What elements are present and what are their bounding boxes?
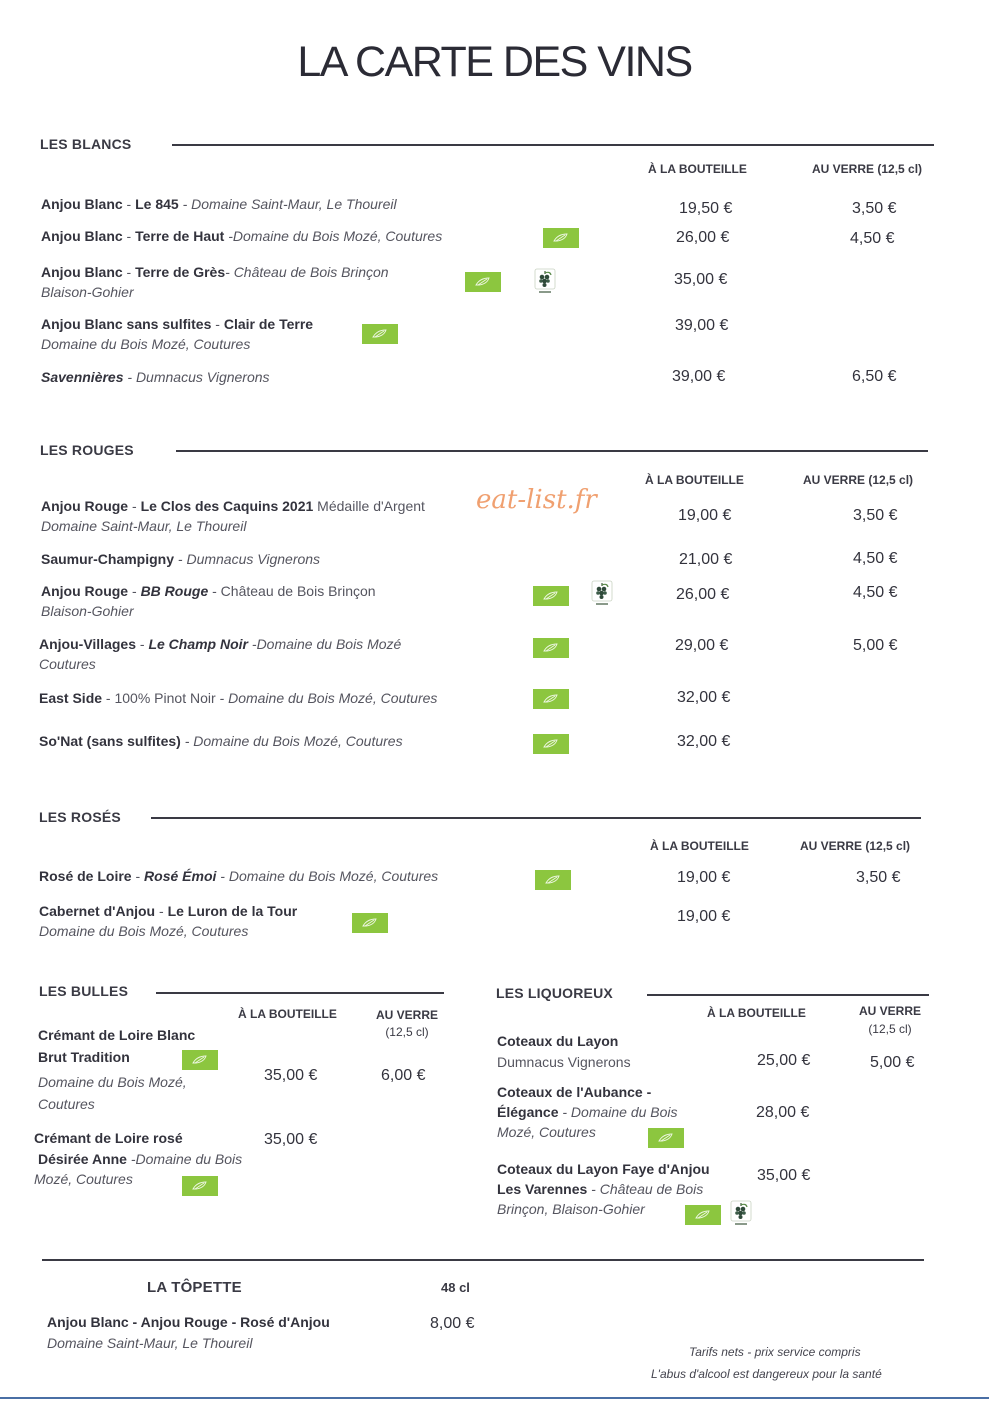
price-bottle: 19,00 € <box>678 507 732 524</box>
wine-cuvee: Les Varennes - Château de Bois <box>497 1181 704 1197</box>
divider <box>42 1259 924 1261</box>
price-bottle: 26,00 € <box>676 229 730 246</box>
price-glass: 3,50 € <box>852 200 897 217</box>
price-glass: 6,50 € <box>852 368 897 385</box>
column-header-bottle: À LA BOUTEILLE <box>707 1006 806 1020</box>
page-bottom-border <box>0 1397 989 1399</box>
wine-producer: Blaison-Gohier <box>41 284 134 300</box>
organic-label-icon <box>533 689 569 709</box>
wine-item: Anjou Rouge - BB Rouge - Château de Bois Brinçon <box>41 583 376 599</box>
section-heading-roses: LES ROSÉS <box>39 809 121 825</box>
wine-item: Cabernet d'Anjou - Le Luron de la Tour <box>39 903 298 919</box>
price-bottle: 39,00 € <box>672 368 726 385</box>
price-glass: 3,50 € <box>856 869 901 886</box>
wine-producer: Blaison-Gohier <box>41 603 134 619</box>
column-header-bottle: À LA BOUTEILLE <box>645 473 744 487</box>
wine-producer: Domaine du Bois Mozé, <box>38 1074 187 1090</box>
price-bottle: 35,00 € <box>757 1167 811 1184</box>
column-header-glass-volume: (12,5 cl) <box>868 1022 912 1036</box>
wine-item: Saumur-Champigny - Dumnacus Vignerons <box>41 551 321 567</box>
organic-label-icon <box>182 1050 218 1070</box>
price-bottle: 32,00 € <box>677 733 731 750</box>
wine-producer: Coutures <box>39 656 96 672</box>
price-bottle: 19,00 € <box>677 869 731 886</box>
hve-grape-icon <box>730 1200 752 1228</box>
column-header-glass: AU VERRE <box>375 1008 438 1022</box>
price-bottle: 32,00 € <box>677 689 731 706</box>
hve-grape-icon <box>534 268 556 296</box>
footer-price-note: Tarifs nets - prix service compris <box>689 1345 861 1359</box>
price-bottle: 35,00 € <box>264 1131 318 1148</box>
organic-label-icon <box>533 734 569 754</box>
wine-producer: Domaine du Bois Mozé, Coutures <box>39 923 249 939</box>
wine-item: Anjou Blanc - Anjou Rouge - Rosé d'Anjou <box>47 1314 330 1330</box>
wine-item: Coteaux du Layon <box>497 1033 619 1049</box>
column-header-glass: AU VERRE <box>858 1004 921 1018</box>
price-glass: 4,50 € <box>853 550 898 567</box>
wine-cuvee: Élégance - Domaine du Bois <box>497 1104 678 1120</box>
price-bottle: 19,00 € <box>677 908 731 925</box>
wine-cuvee: Le 845 <box>135 196 179 212</box>
price-bottle: 19,50 € <box>679 200 733 217</box>
hve-grape-icon <box>591 580 613 608</box>
organic-label-icon <box>543 228 579 248</box>
wine-item: Crémant de Loire rosé <box>34 1130 183 1146</box>
watermark: eat-list.fr <box>476 485 597 515</box>
price-bottle: 26,00 € <box>676 586 730 603</box>
page-title: LA CARTE DES VINS <box>297 38 692 86</box>
wine-item: Anjou Blanc - Le 845 - Domaine Saint-Maur, Le Thoureil <box>41 196 397 212</box>
price-bottle: 39,00 € <box>675 317 729 334</box>
wine-cuvee: Brut Tradition <box>38 1049 130 1065</box>
wine-item: Anjou-Villages - Le Champ Noir -Domaine du Bois Mozé <box>39 636 402 652</box>
price-bottle: 21,00 € <box>679 551 733 568</box>
wine-appellation: Anjou Blanc <box>41 196 123 212</box>
column-header-bottle: À LA BOUTEILLE <box>238 1007 337 1021</box>
wine-producer: Mozé, Coutures <box>497 1124 596 1140</box>
wine-item: Anjou Blanc - Terre de Grès- Château de Bois Brinçon <box>41 264 389 280</box>
organic-label-icon <box>533 586 569 606</box>
wine-item: Coteaux du Layon Faye d'Anjou <box>497 1161 710 1177</box>
section-heading-topette: LA TÔPETTE <box>147 1279 242 1296</box>
price-bottle: 8,00 € <box>430 1315 475 1332</box>
wine-producer: Mozé, Coutures <box>34 1171 133 1187</box>
wine-item: Crémant de Loire Blanc <box>38 1027 196 1043</box>
price-glass: 4,50 € <box>853 584 898 601</box>
wine-producer: Domaine du Bois Mozé, Coutures <box>41 336 251 352</box>
wine-item: East Side - 100% Pinot Noir - Domaine du Bois Mozé, Coutures <box>39 690 438 706</box>
wine-item: So'Nat (sans sulfites) - Domaine du Bois Mozé, Coutures <box>39 733 403 749</box>
column-header-glass: AU VERRE (12,5 cl) <box>800 839 911 853</box>
price-bottle: 28,00 € <box>756 1104 810 1121</box>
section-heading-blancs: LES BLANCS <box>40 136 132 152</box>
column-header-glass: AU VERRE (12,5 cl) <box>803 473 914 487</box>
wine-item: Anjou Rouge - Le Clos des Caquins 2021 Médaille d'Argent <box>41 498 425 514</box>
wine-cuvee: Désirée Anne -Domaine du Bois <box>38 1151 243 1167</box>
section-heading-liquoreux: LES LIQUOREUX <box>496 985 613 1001</box>
organic-label-icon <box>182 1176 218 1196</box>
wine-producer: Domaine Saint-Maur, Le Thoureil <box>47 1335 253 1351</box>
wine-item: Coteaux de l'Aubance - <box>497 1084 652 1100</box>
organic-label-icon <box>533 638 569 658</box>
price-glass: 6,00 € <box>381 1067 426 1084</box>
wine-producer: - Domaine Saint-Maur, Le Thoureil <box>178 196 397 212</box>
organic-label-icon <box>648 1128 684 1148</box>
column-header-glass: AU VERRE (12,5 cl) <box>812 162 923 176</box>
divider <box>151 817 921 819</box>
price-bottle: 35,00 € <box>674 271 728 288</box>
wine-item: Anjou Blanc sans sulfites - Clair de Terre <box>41 316 314 332</box>
organic-label-icon <box>362 324 398 344</box>
column-header-volume: 48 cl <box>441 1280 470 1295</box>
divider <box>647 994 929 996</box>
price-glass: 5,00 € <box>853 637 898 654</box>
wine-item: Rosé de Loire - Rosé Émoi - Domaine du Bois Mozé, Coutures <box>39 868 439 884</box>
footer-health-warning: L'abus d'alcool est dangereux pour la santé <box>651 1367 882 1381</box>
wine-producer: Coutures <box>38 1096 95 1112</box>
section-heading-rouges: LES ROUGES <box>40 442 134 458</box>
organic-label-icon <box>685 1205 721 1225</box>
wine-producer: Dumnacus Vignerons <box>497 1054 631 1070</box>
price-bottle: 35,00 € <box>264 1067 318 1084</box>
price-bottle: 25,00 € <box>757 1052 811 1069</box>
wine-item: Savennières - Dumnacus Vignerons <box>41 369 270 385</box>
wine-producer: Brinçon, Blaison-Gohier <box>497 1201 645 1217</box>
column-header-glass-volume: (12,5 cl) <box>385 1025 429 1039</box>
column-header-bottle: À LA BOUTEILLE <box>650 839 749 853</box>
organic-label-icon <box>535 870 571 890</box>
divider <box>172 144 934 146</box>
organic-label-icon <box>352 913 388 933</box>
price-glass: 3,50 € <box>853 507 898 524</box>
organic-label-icon <box>465 272 501 292</box>
price-glass: 4,50 € <box>850 230 895 247</box>
wine-producer: Domaine Saint-Maur, Le Thoureil <box>41 518 247 534</box>
column-header-bottle: À LA BOUTEILLE <box>648 162 747 176</box>
section-heading-bulles: LES BULLES <box>39 983 129 999</box>
price-bottle: 29,00 € <box>675 637 729 654</box>
wine-item: Anjou Blanc - Terre de Haut -Domaine du Bois Mozé, Coutures <box>41 228 443 244</box>
divider <box>176 450 928 452</box>
divider <box>156 992 444 994</box>
price-glass: 5,00 € <box>870 1054 915 1071</box>
